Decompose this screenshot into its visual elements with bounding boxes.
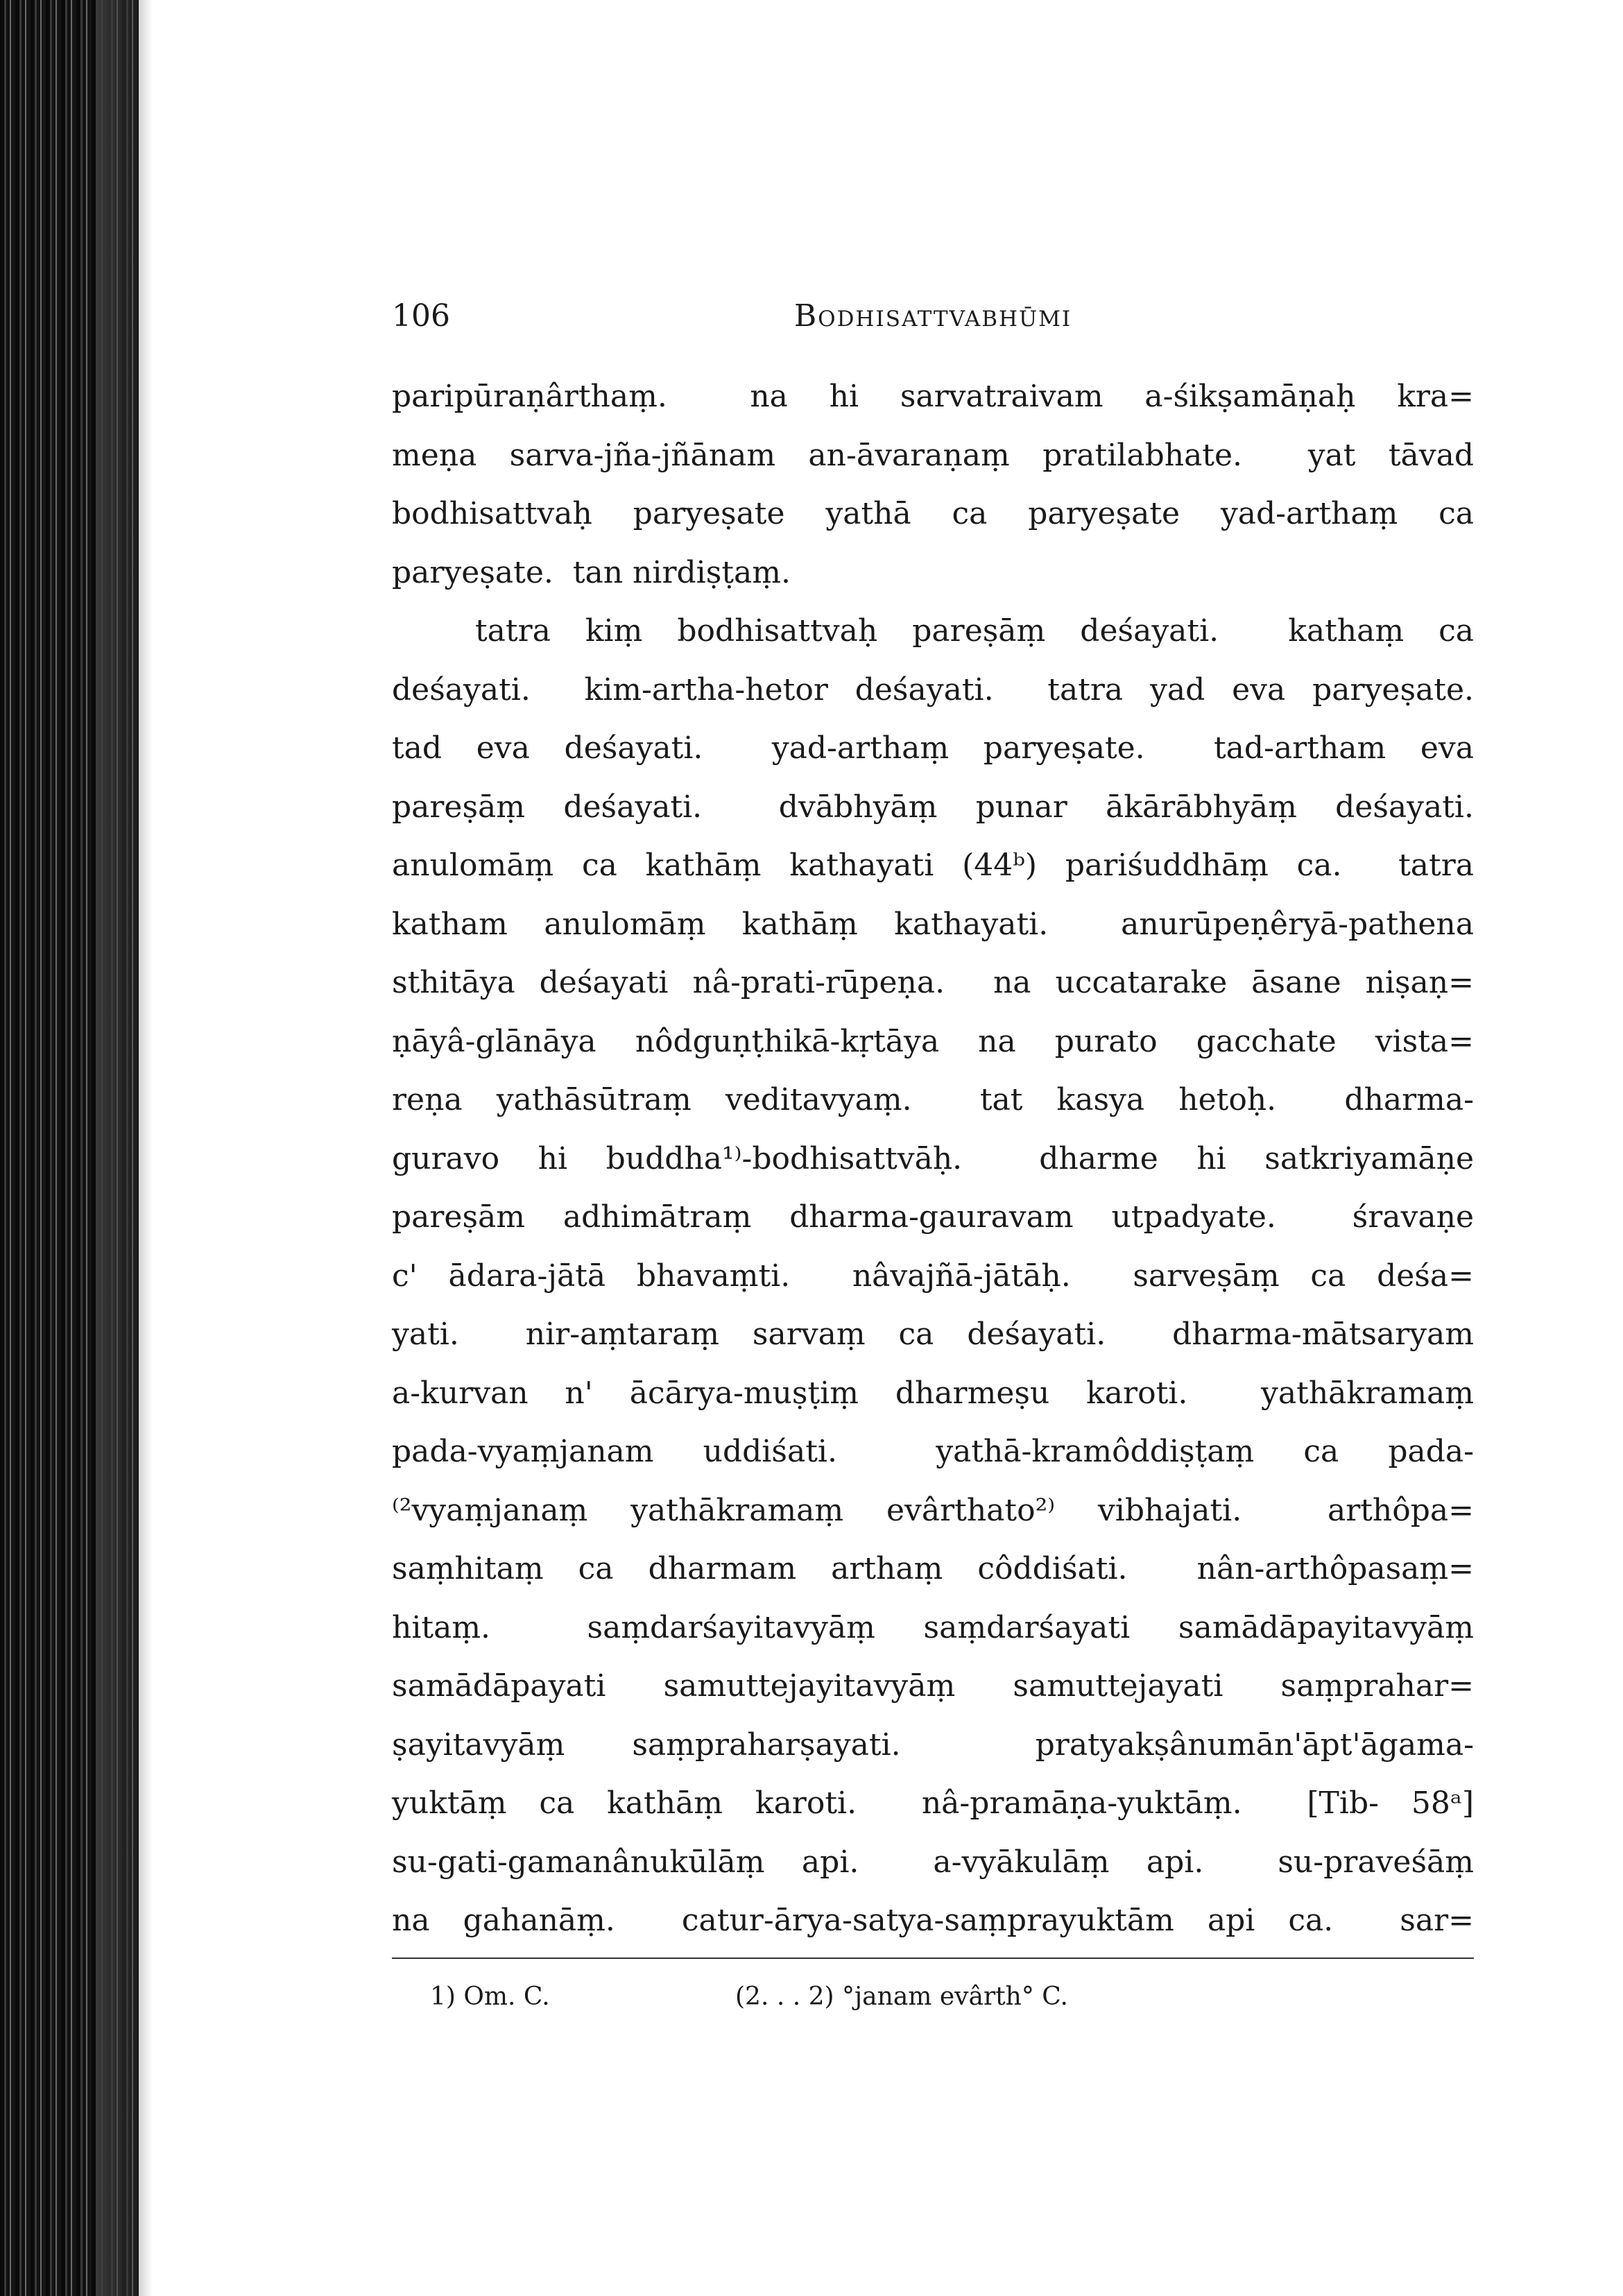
text-line: meṇa sarva-jña-jñānam an-āvaraṇaṃ pratilabhate. yat tāvad — [392, 437, 1474, 473]
footnotes — [392, 1982, 1474, 2011]
text-line: yuktāṃ ca kathāṃ karoti. nâ-pramāṇa-yuktāṃ. [Tib- 58ᵃ] — [392, 1785, 1474, 1821]
text-line: reṇa yathāsūtraṃ veditavyaṃ. tat kasya hetoḥ. dharma- — [392, 1082, 1474, 1117]
text-line: na gahanāṃ. catur-ārya-satya-saṃprayuktām api ca. sar= — [392, 1903, 1474, 1938]
text-line: ⁽²vyaṃjanaṃ yathākramaṃ evârthato²⁾ vibhajati. arthôpa= — [392, 1492, 1474, 1528]
text-line: ṣayitavyāṃ saṃpraharṣayati. pratyakṣânumān'āpt'āgama- — [392, 1727, 1474, 1763]
text-line: saṃhitaṃ ca dharmam arthaṃ côddiśati. nân-arthôpasaṃ= — [392, 1551, 1474, 1586]
text-line: pareṣām adhimātraṃ dharma-gauravam utpadyate. śravaṇe — [392, 1199, 1474, 1235]
text-line: ṇāyâ-glānāya nôdguṇṭhikā-kṛtāya na purato gacchate vista= — [392, 1023, 1474, 1059]
text-line: su-gati-gamanânukūlāṃ api. a-vyākulāṃ api. su-praveśāṃ — [392, 1844, 1474, 1880]
text-line: pada-vyaṃjanam uddiśati. yathā-kramôddiṣṭaṃ ca pada- — [392, 1434, 1474, 1469]
text-line: samādāpayati samuttejayitavyāṃ samuttejayati saṃprahar= — [392, 1668, 1474, 1704]
gutter-shadow — [97, 0, 153, 2296]
page-number: 106 — [392, 298, 450, 334]
text-line: c' ādara-jātā bhavaṃti. nâvajñā-jātāḥ. sarveṣāṃ ca deśa= — [392, 1258, 1474, 1294]
text-line: guravo hi buddha¹⁾-bodhisattvāḥ. dharme hi satkriyamāṇe — [392, 1140, 1474, 1176]
footnote-2: (2. . . 2) °janam evârth° C. — [735, 1982, 1068, 2011]
text-line: bodhisattvaḥ paryeṣate yathā ca paryeṣate yad-arthaṃ ca — [392, 496, 1474, 531]
text-line: anulomāṃ ca kathāṃ kathayati (44ᵇ) pariśuddhāṃ ca. tatra — [392, 848, 1474, 883]
text-line: paripūraṇârthaṃ. na hi sarvatraivam a-śikṣamāṇaḥ kra= — [392, 379, 1474, 414]
text-line: katham anulomāṃ kathāṃ kathayati. anurūpeṇêryā-pathena — [392, 906, 1474, 942]
footnote-1: 1) Om. C. — [430, 1982, 550, 2011]
text-line: sthitāya deśayati nâ-prati-rūpeṇa. na uccatarake āsane niṣaṇ= — [392, 965, 1474, 1000]
body-text — [392, 368, 1474, 1951]
text-line: yati. nir-aṃtaraṃ sarvaṃ ca deśayati. dharma-mātsaryam — [392, 1317, 1474, 1352]
text-line: deśayati. kim-artha-hetor deśayati. tatra yad eva paryeṣate. — [392, 671, 1474, 708]
page-header — [392, 298, 1474, 354]
running-title: Bodhisattvabhūmi — [793, 298, 1072, 334]
text-line: a-kurvan n' ācārya-muṣṭiṃ dharmeṣu karoti. yathākramaṃ — [392, 1375, 1474, 1411]
text-line: tatra kiṃ bodhisattvaḥ pareṣāṃ deśayati. kathaṃ ca — [475, 613, 1474, 649]
text-line: tad eva deśayati. yad-arthaṃ paryeṣate. tad-artham eva — [392, 730, 1474, 766]
footnote-rule — [392, 1957, 1474, 1959]
text-line: paryeṣate. tan nirdiṣṭaṃ. — [392, 554, 791, 590]
book-page — [392, 298, 1474, 2011]
text-line: pareṣāṃ deśayati. dvābhyāṃ punar ākārābhyāṃ deśayati. — [392, 789, 1474, 825]
text-line: hitaṃ. saṃdarśayitavyāṃ saṃdarśayati samādāpayitavyāṃ — [392, 1609, 1474, 1645]
